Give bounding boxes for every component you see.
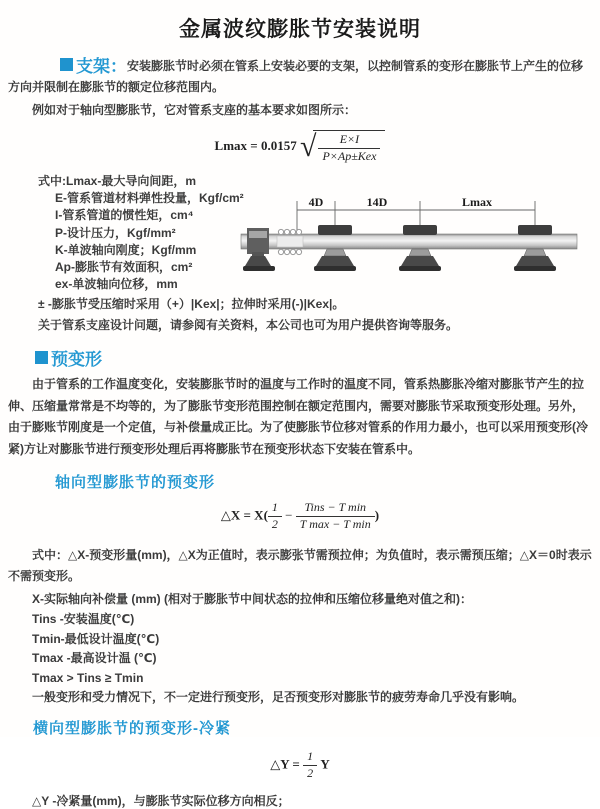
sqrt-radical-icon: √ (299, 130, 317, 163)
lateral-formula-lhs: △Y = (270, 756, 300, 772)
predeform-paragraph: 由于管系的工作温度变化，安装膨胀节时的温度与工作时的温度不同，管系热膨胀冷缩对膨胀节产生的拉伸、压缩量常常是不均等的，为了膨胀节变形范围控制在额定范围内，需要对膨胀节采取预变形处理。另外，由于膨账节刚度是一个定值，与补偿量成正比。为了使膨胀节位移对管系的作用力最小，也可以采用预变形(冷紧)方让对膨胀节进行预变形处理后再将膨胀节在预变形状态下安装在管系中。 (8, 377, 589, 456)
variable-line: K-单波轴向刚度；Kgf/mm (55, 242, 197, 257)
lateral-note: △Y -冷紧量(mm)，与膨胀节实际位移方向相反； (32, 793, 290, 808)
consulting-note: 关于管系支座设计问题，请参阅有关资料，本公司也可为用户提供咨询等服务。 (38, 318, 459, 333)
dy-denominator: 2 (307, 765, 314, 780)
axial-formula-lhs: △X = X( (220, 507, 268, 523)
dy-numerator: 1 (303, 750, 317, 766)
page-title: 金属波纹膨胀节安装说明 (179, 18, 421, 41)
definition-line: Tmin-最低设计温度(℃) (32, 631, 160, 646)
minus-operator: − (285, 507, 293, 523)
lateral-formula-rhs: Y (320, 756, 330, 772)
dim-label-lmax: Lmax (462, 195, 492, 209)
lmax-formula (0, 130, 600, 166)
variable-line: ex-单波轴向位移，mm (55, 277, 178, 292)
lmax-formula-numerator: E×I (318, 133, 380, 149)
sqrt-content (313, 130, 385, 164)
dim-label-14d: 14D (366, 195, 388, 209)
definition-line: Tins -安装温度(℃) (32, 612, 135, 627)
one-half-fraction (268, 501, 282, 532)
definition-line: Tmax -最高设计温 (℃) (32, 651, 157, 666)
lmax-formula-denominator: P×Ap±Kex (322, 149, 377, 163)
axial-formula-rhs: ) (374, 507, 380, 523)
axial-subheading: 轴向型膨胀节的预变形 (55, 474, 216, 492)
half-denominator: 2 (271, 517, 278, 532)
kex-sign-note: ± -膨胀节受压缩时采用（+）|Kex|；拉伸时采用(-)|Kex|。 (38, 297, 345, 312)
variable-line: P-设计压力，Kgf/mm² (55, 225, 176, 240)
predeform-heading (35, 345, 600, 370)
variable-definition-list (38, 173, 600, 293)
axial-description: 式中：△X-预变形量(mm)，△X为正值时，表示膨张节需预拉伸；为负值时，表示需预压缩；△X＝0时表示不需预变形。 (8, 548, 592, 584)
variable-line: Ap-膨胀节有效面积，cm² (55, 260, 193, 275)
support-section-label: 支架： (76, 57, 127, 76)
one-half-fraction (303, 750, 317, 781)
variable-line: I-管系管道的惯性矩，cm⁴ (55, 208, 194, 223)
section-marker-icon (60, 58, 73, 71)
section-marker-icon (35, 351, 48, 364)
axial-formula-numerator: Tins − T min (296, 501, 375, 517)
definition-line: X-实际轴向补偿量 (mm) (相对于膨胀节中间状态的拉伸和压缩位移量绝对值之和)： (32, 592, 472, 607)
dim-label-4d: 4D (308, 195, 324, 209)
lateral-formula (0, 750, 600, 782)
support-intro-text: 安装膨胀节时必须在管系上安装必要的支架，以控制管系的变形在膨胀节上产生的位移方向并限制在膨胀节的额定位移范围内。 (8, 59, 584, 94)
lateral-subheading: 横向型膨胀节的预变形-冷紧 (33, 719, 231, 737)
lmax-formula-lhs: Lmax = 0.0157 (214, 137, 297, 153)
definition-line: Tmax > Tins ≥ Tmin (32, 670, 144, 685)
definition-line: 一般变形和受力情况下，不一定进行预变形，足否预变形对膨胀节的疲劳寿命几乎没有影响。 (32, 690, 525, 705)
support-paragraph (8, 56, 592, 98)
variable-line: 式中:Lmax-最大导向间距，m (38, 174, 197, 188)
variable-line: E-管系管道材料弹性投量，Kgf/cm² (55, 191, 244, 206)
axial-definition-list (32, 589, 600, 707)
temperature-fraction (296, 501, 375, 532)
axial-formula-denominator: T max − T min (299, 517, 371, 532)
support-example-line: 例如对于轴向型膨胀节，它对管系支座的基本要求如图所示： (32, 103, 357, 117)
axial-formula (0, 501, 600, 539)
half-numerator: 1 (268, 501, 282, 517)
predeform-heading-label: 预变形 (51, 350, 102, 370)
